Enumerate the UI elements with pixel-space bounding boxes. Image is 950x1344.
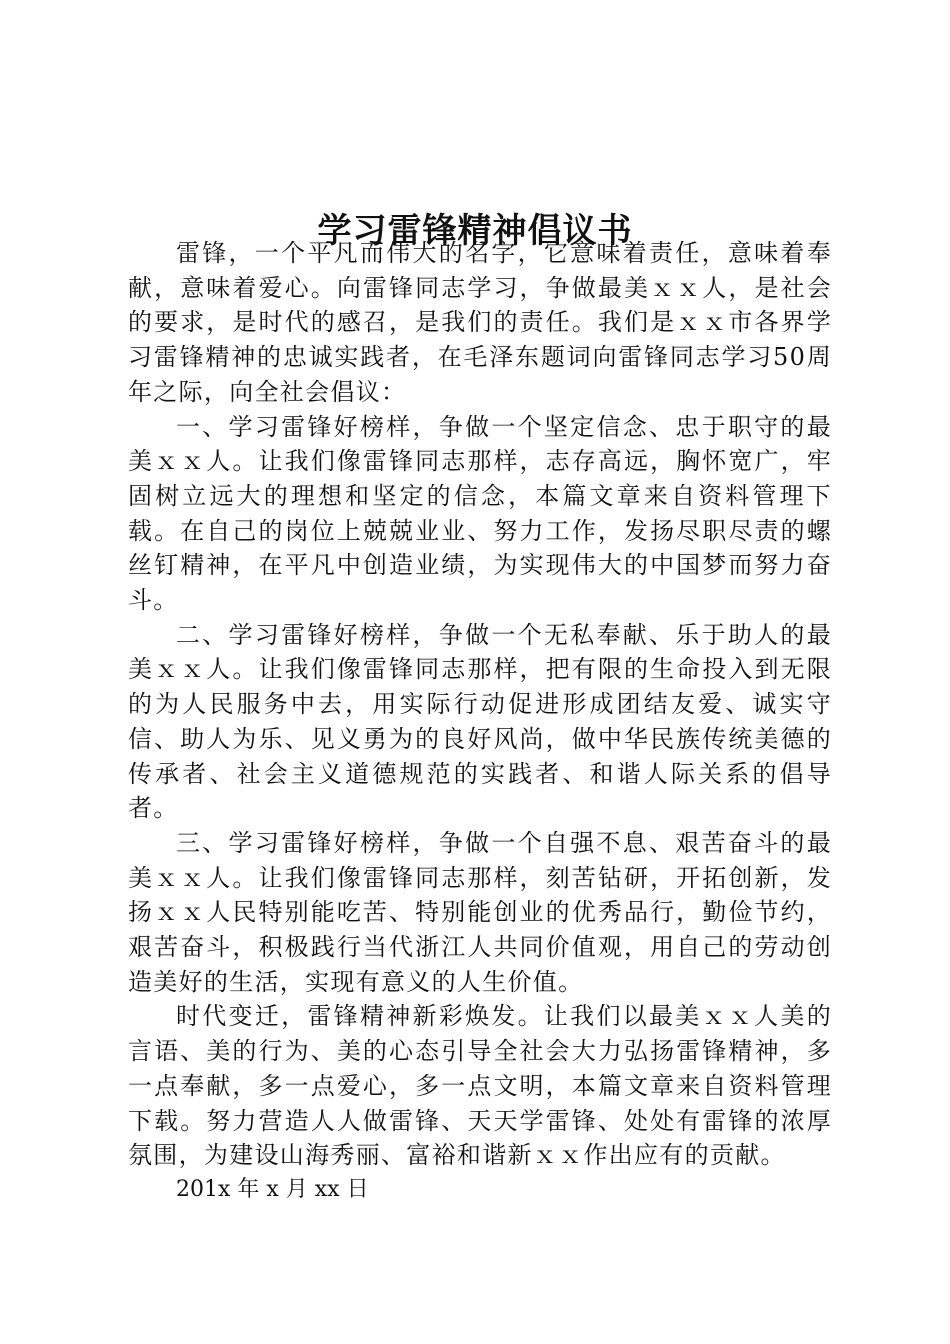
- proposal-two-paragraph: 二、学习雷锋好榜样，争做一个无私奉献、乐于助人的最美ｘｘ人。让我们像雷锋同志那样，把有限的生命投入到无限的为人民服务中去，用实际行动促进形成团结友爱、诚实守信、助人为乐、见义勇为的良好风尚，做中华民族传统美德的传承者、社会主义道德规范的实践者、和谐人际关系的倡导者。: [128, 620, 832, 823]
- proposal-three-paragraph: 三、学习雷锋好榜样，争做一个自强不息、艰苦奋斗的最美ｘｘ人。让我们像雷锋同志那样，刻苦钻研，开拓创新，发扬ｘｘ人民特别能吃苦、特别能创业的优秀品行，勤俭节约，艰苦奋斗，积极践行当代浙江人共同价值观，用自己的劳动创造美好的生活，实现有意义的人生价值。: [128, 828, 832, 996]
- document-body: [128, 236, 832, 1208]
- proposal-one-paragraph: 一、学习雷锋好榜样，争做一个坚定信念、忠于职守的最美ｘｘ人。让我们像雷锋同志那样，志存高远，胸怀宽广，牢固树立远大的理想和坚定的信念，本篇文章来自资料管理下载。在自己的岗位上兢兢业业、努力工作，发扬尽职尽责的螺丝钉精神，在平凡中创造业绩，为实现伟大的中国梦而努力奋斗。: [128, 412, 832, 615]
- document-date: 201x 年 x 月 xx 日: [176, 1176, 369, 1202]
- closing-paragraph: 时代变迁，雷锋精神新彩焕发。让我们以最美ｘｘ人美的言语、美的行为、美的心态引导全社会大力弘扬雷锋精神，多一点奉献，多一点爱心，多一点文明，本篇文章来自资料管理下载。努力营造人人做雷锋、天天学雷锋、处处有雷锋的浓厚氛围，为建设山海秀丽、富裕和谐新ｘｘ作出应有的贡献。: [128, 1002, 832, 1170]
- document-title: 学习雷锋精神倡议书: [317, 210, 633, 251]
- intro-paragraph: 雷锋，一个平凡而伟大的名字，它意味着责任，意味着奉献，意味着爱心。向雷锋同志学习，争做最美ｘｘ人，是社会的要求，是时代的感召，是我们的责任。我们是ｘｘ市各界学习雷锋精神的忠诚实践者，在毛泽东题词向雷锋同志学习50周年之际，向全社会倡议：: [128, 239, 832, 406]
